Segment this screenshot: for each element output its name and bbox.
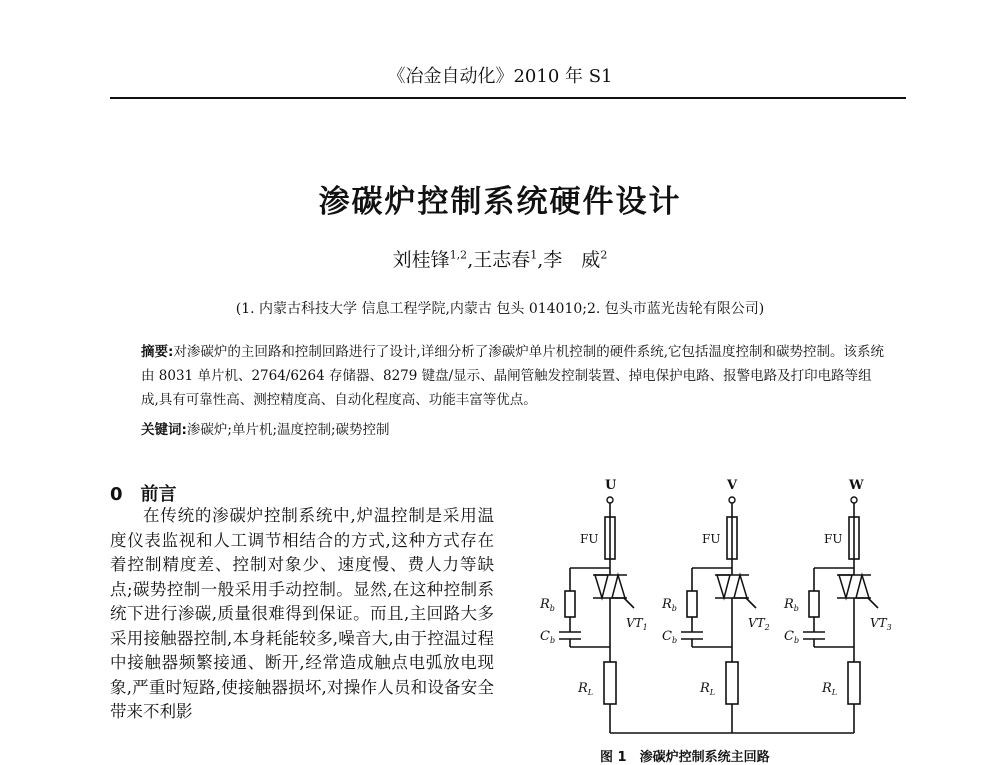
- cb-label-sub: b: [793, 636, 800, 645]
- phase-branch-u: [539, 478, 648, 733]
- keywords-label: 关键词:: [141, 422, 187, 438]
- rb-label-main: R: [784, 597, 794, 612]
- triac-diode-b: [612, 575, 625, 598]
- phase-branch-v: [661, 478, 770, 733]
- triac-diode-a: [839, 575, 852, 598]
- author-name: 李 威: [543, 249, 601, 271]
- author-name: 刘桂锋: [392, 249, 450, 271]
- rb-label-sub: b: [671, 604, 677, 613]
- vt-label: [870, 616, 892, 632]
- rl-label-main: R: [578, 681, 588, 696]
- rb-label-sub: b: [793, 604, 799, 613]
- rb-label-main: R: [662, 597, 672, 612]
- cb-label-main: C: [540, 629, 550, 644]
- abstract-label: 摘要:: [141, 344, 174, 360]
- author-separator: ,: [467, 249, 474, 271]
- snubber-resistor: [565, 591, 575, 617]
- rl-label-main: R: [822, 681, 832, 696]
- section-title: 前言: [140, 484, 177, 505]
- phase-terminal: [729, 497, 735, 503]
- author-affil-mark: 2: [600, 248, 608, 262]
- snubber-resistor: [809, 591, 819, 617]
- vt-label: [748, 616, 770, 632]
- vt-label: [626, 616, 648, 632]
- circuit-diagram: [520, 472, 900, 747]
- load-resistor: [726, 662, 738, 704]
- cb-label: [662, 629, 677, 645]
- cb-label-main: C: [662, 629, 672, 644]
- phase-terminal: [851, 497, 857, 503]
- vt-label-sub: 3: [886, 623, 892, 632]
- phase-label: V: [727, 478, 738, 493]
- paper-title: 渗碳炉控制系统硬件设计: [318, 184, 682, 220]
- vt-label-main: VT: [626, 616, 643, 630]
- body-text: [110, 504, 494, 725]
- cb-label: [540, 629, 555, 645]
- rl-label: [821, 681, 837, 697]
- triac-diode-a: [595, 575, 608, 598]
- rb-label-main: R: [540, 597, 550, 612]
- rb-label-sub: b: [549, 604, 555, 613]
- phase-branch-w: [783, 478, 892, 733]
- triac-diode-a: [717, 575, 730, 598]
- fuse-label: FU: [824, 532, 843, 546]
- cb-label: [784, 629, 799, 645]
- cb-label-sub: b: [671, 636, 678, 645]
- rb-label: [661, 597, 677, 613]
- vt-label-sub: 2: [764, 623, 770, 632]
- section-heading: [110, 480, 177, 506]
- cb-label-main: C: [784, 629, 794, 644]
- keywords: [141, 418, 886, 438]
- cb-label-sub: b: [549, 636, 556, 645]
- keywords-text: 渗碳炉;单片机;温度控制;碳势控制: [186, 422, 390, 438]
- triac-diode-b: [734, 575, 747, 598]
- fuse-label: FU: [580, 532, 599, 546]
- author-affil-mark: 1,2: [449, 248, 468, 262]
- rb-label: [783, 597, 799, 613]
- phase-label: U: [605, 478, 617, 493]
- triac-gate: [624, 598, 634, 608]
- author-affil-mark: 1: [530, 248, 538, 262]
- triac-gate: [746, 598, 756, 608]
- load-resistor: [848, 662, 860, 704]
- rl-label-sub: L: [587, 688, 594, 697]
- triac-diode-b: [856, 575, 869, 598]
- paragraph: 在传统的渗碳炉控制系统中,炉温控制是采用温度仪表监视和人工调节相结合的方式,这种方式存在着控制精度差、控制对象少、速度慢、费人力等缺点;碳势控制一般采用手动控制。显然,在这种控制系统下进行渗碳,质量很难得到保证。而且,主回路大多采用接触器控制,本身耗能较多,噪音大,由于控温过程中接触器频繁接通、断开,经常造成触点电弧放电现象,严重时短路,使接触器损坏,对操作人员和设备安全带来不利影: [110, 506, 494, 721]
- vt-label-main: VT: [748, 616, 765, 630]
- rl-label: [577, 681, 593, 697]
- rl-label-main: R: [700, 681, 710, 696]
- figure-caption: 图 1 渗碳炉控制系统主回路: [600, 750, 770, 765]
- phase-label: W: [849, 478, 864, 493]
- rl-label: [699, 681, 715, 697]
- author-list: [0, 245, 1000, 272]
- header-rule: [110, 97, 906, 99]
- affiliation: (1. 内蒙古科技大学 信息工程学院,内蒙古 包头 014010;2. 包头市蓝光齿轮有限公司): [235, 301, 765, 317]
- author-name: 王志春: [473, 249, 531, 271]
- author-separator: ,: [537, 249, 544, 271]
- vt-label-sub: 1: [642, 623, 648, 632]
- phase-terminal: [607, 497, 613, 503]
- rl-label-sub: L: [831, 688, 838, 697]
- snubber-resistor: [687, 591, 697, 617]
- rl-label-sub: L: [709, 688, 716, 697]
- journal-header: 《冶金自动化》2010 年 S1: [387, 66, 613, 87]
- abstract-text: 对渗碳炉的主回路和控制回路进行了设计,详细分析了渗碳炉单片机控制的硬件系统,它包括温度控制和碳势控制。该系统由 8031 单片机、2764/6264 存储器、8279 键盘/显示、晶闸管触发控制装置、掉电保护电路、报警电路及打印电路等组成,具有可靠性高、测控精度高、自动化程度高、功能丰富等优点。: [141, 344, 884, 408]
- section-number: 0: [110, 484, 123, 505]
- fuse-label: FU: [702, 532, 721, 546]
- vt-label-main: VT: [870, 616, 887, 630]
- abstract: [141, 340, 886, 412]
- rb-label: [539, 597, 555, 613]
- triac-gate: [868, 598, 878, 608]
- load-resistor: [604, 662, 616, 704]
